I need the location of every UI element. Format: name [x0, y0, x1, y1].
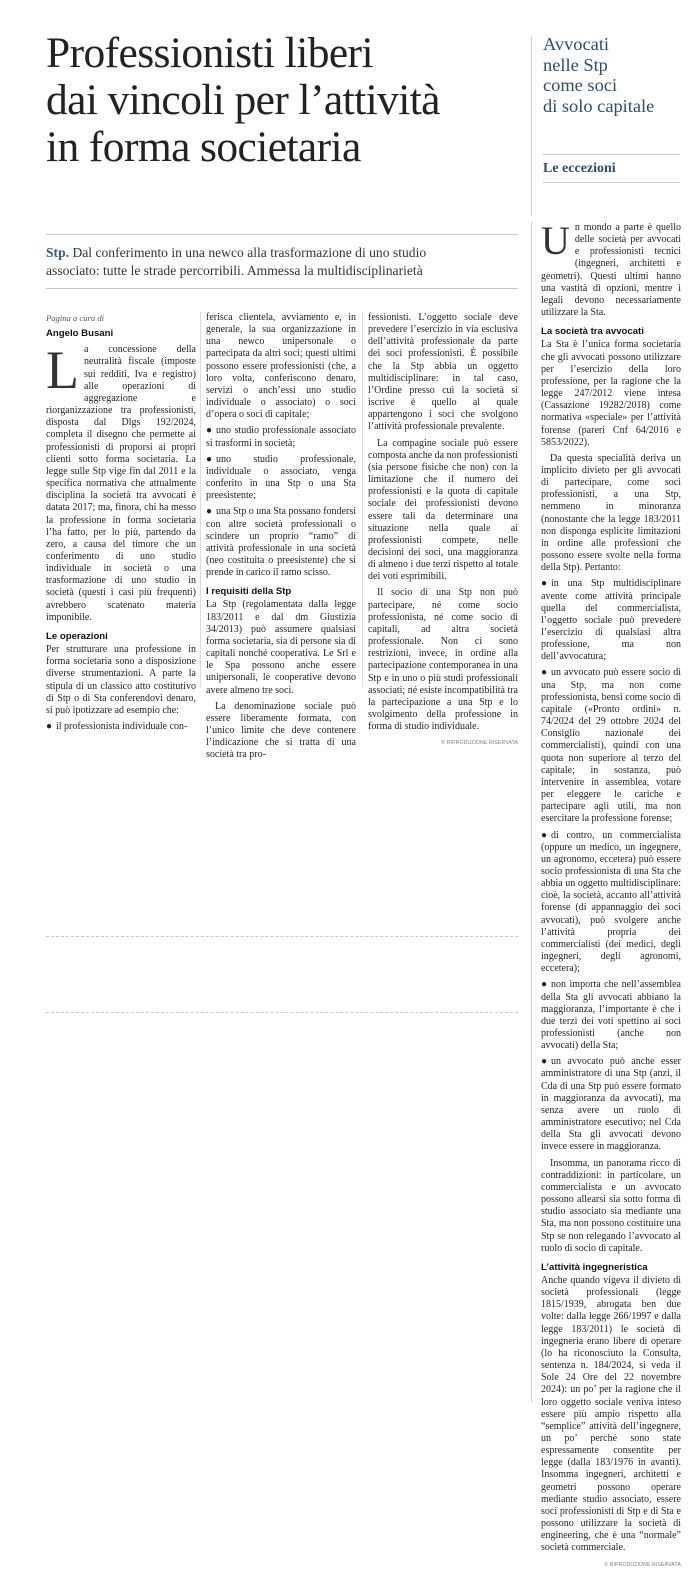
col2-bullet-2: [206, 454, 356, 503]
col4-paragraph-4: Insomma, un panorama ricco di contraddizioni: in particolare, un commercialista e un avvocato possono allearsi sia sotto forma di studio associato sia mediante una Sta, ma non possono costituire una Stp se non relegando l’avvocato al ruolo di socio di capitale.: [541, 1157, 681, 1254]
col3-paragraph-3: Il socio di una Stp non può partecipare, né come socio professionista, né come socio di capitali, ad altra società professionale. Non ci sono restrizioni, invece, in ordine alla partecipazione contemporanea in una Stp e in uno o più studi professionali associati; né esiste incompatibilità tra la partecipazione a una Stp e lo svolgimento della professione in forma di studio individuale.: [368, 587, 518, 733]
col3-paragraph-1: fessionisti. L’oggetto sociale deve prevedere l’esercizio in via esclusiva dell’attività professionale da parte dei soci professionisti. È possibile che la Stp abbia un oggetto multidisciplinare: in tal caso, l’Ordine presso cui la società si iscrive è quello al quale appartengono i soci che svolgono l’attività professionale prevalente.: [368, 312, 518, 433]
subtitle-rule-top: [46, 234, 518, 235]
col4-subheading-2: L’attività ingegneristica: [541, 1261, 648, 1273]
col4-bullet-4-text: non importa che nell’assemblea della Sta gli avvocati abbiano la maggioranza, l’importante è che i due terzi dei voti spettino ai soci professionisti (anche non avvocati) della Sta;: [541, 979, 681, 1052]
col2-bullet-2-text: uno studio professionale, individuale o associato, venga conferito in una Stp o una Sta preesistente;: [206, 453, 356, 502]
subtitle-text-1: Dal conferimento in una newco alla trasformazione di uno studio: [69, 245, 427, 260]
col4-bullet-1: [541, 578, 681, 663]
bullet-icon: ●: [541, 667, 548, 679]
column-3: [368, 312, 518, 749]
col1-p1-text: a concessione della neutralità fiscale (imposte sui redditi, Iva e registro) alle operazioni di aggregazione e riorganizzazione tra professionisti, disposta dal Dlgs 192/2024, completa il disegno che permette ai professionisti di proporsi ai propri clienti sotto forma societaria. La legge sulle Stp vige fin dal 2011 e la specifica normativa che attualmente disciplina la società tra avvocati è datata 2017; ma, finora, chi ha messo la professione in forma societaria l’ha fatto, per lo più, partendo da zero, a causa del timore che un conferimento di uno studio individuale in società o una trasformazione di uno studio in società (questi i casi più frequenti) avrebbero scatenato materia imponibile.: [46, 344, 196, 623]
col4-paragraph-1: [541, 218, 681, 319]
headline: [46, 30, 516, 171]
sidebar-column: [541, 218, 681, 1571]
dropcap: L: [46, 340, 79, 401]
column-separator-2: [362, 312, 363, 687]
headline-line-3: in forma societaria: [46, 123, 361, 171]
copyright-notice: © RIPRODUZIONE RISERVATA: [441, 740, 518, 747]
byline-author: Angelo Busani: [46, 328, 114, 340]
dotted-divider-2: [46, 1012, 518, 1013]
col4-bullet-3: [541, 830, 681, 976]
col2-paragraph-2: La Stp (regolamentata dalla legge 183/2011 e dal dm Giustizia 34/2013) può assumere qualsiasi forma societaria, sia di persone sia di capitali nonché cooperativa. Le Srl e le Spa possono anche essere unipersonali, le cooperative devono avere almeno tre soci.: [206, 599, 356, 696]
sidebar-kicker: Le eccezioni: [543, 161, 616, 176]
byline-curata: Pagina a cura di: [46, 313, 105, 323]
col2-paragraph-3: La denominazione sociale può essere liberamente formata, con l’unico limite che deve contenere l’indicazione che si tratta di una società tra pro-: [206, 700, 356, 761]
sidebar-copyright-notice: © RIPRODUZIONE RISERVATA: [604, 1561, 681, 1568]
sidebar-rule-2: [543, 182, 680, 183]
col2-paragraph-1: ferisca clientela, avviamento e, in generale, la sua organizzazione in una newco unipersonale o partecipata da altri soci; questi ultimi possono essere professionisti (che, a loro volta, conferiscono denaro, servizi o anch’essi uno studio individuale o associato) o soci d’opera o soci di capitale;: [206, 312, 356, 421]
col4-paragraph-2: La Sta è l’unica forma societaria che gli avvocati possono utilizzare per l’esercizio della loro professione, per la ragione che la legge 247/2012 viene intesa (Cassazione 19282/2018) come normativa «speciale» per l’attività forense (pareri Cnf 64/2016 e 5853/2022).: [541, 339, 681, 448]
col2-bullet-3: [206, 506, 356, 579]
bullet-icon: ●: [541, 829, 548, 841]
subtitle-line-2: associato: tutte le strade percorribili. Ammessa la multidisciplinarietà: [46, 263, 423, 278]
bullet-icon: ●: [541, 578, 548, 590]
col1-bullet-1-text: il professionista individuale con-: [56, 721, 188, 732]
sidebar-title: [543, 34, 693, 116]
sidebar-rule: [543, 154, 680, 155]
bullet-icon: ●: [206, 425, 213, 437]
col2-bullet-3-text: una Stp o una Sta possano fondersi con altre società professionali o scindere un proprio “ramo” di attività professionale in una società (neo costituita o preesistente) che si prende in carico il ramo scisso.: [206, 506, 356, 579]
col1-paragraph-2: Per strutturare una professione in forma societaria sono a disposizione diverse strumentazioni. A parte la stipula di un classico atto costitutivo di Stp o di Sta conferendovi denaro, si può ipotizzare ad esempio che:: [46, 644, 196, 716]
sidebar-title-line-1: Avvocati: [543, 34, 610, 54]
col1-subheading: Le operazioni: [46, 630, 108, 642]
sidebar-title-line-3: come soci: [543, 75, 618, 95]
subtitle: [46, 244, 516, 280]
subtitle-rule-bottom: [46, 288, 518, 289]
col4-paragraph-5: Anche quando vigeva il divieto di società professionali (legge 1815/1939, abrogata ben due volte: dalla legge 266/1997 e dalla legge 183/2011) le società di ingegneria erano libere di operare (lo ha riconosciuto la Consulta, sentenza n. 184/2024, si veda il Sole 24 Ore del 22 novembre 2024): un po’ per la ragione che il loro oggetto sociale veniva inteso essere più ampio rispetto alla “semplice” attività dell’ingegnere, un po’ perché sono state espressamente consentite per legge (dalla 183/1976 in avanti). Insomma ingegneri, architetti e geometri possono operare mediante studio associato, essere soci professionisti di Stp e di Sta e possono utilizzare la società di engineering, che è una “normale” società commerciale.: [541, 1274, 681, 1554]
col4-bullet-4: [541, 979, 681, 1052]
bullet-icon: ●: [206, 506, 213, 518]
subtitle-keyword: Stp.: [46, 245, 70, 260]
col4-bullet-5-text: un avvocato può anche esser amministratore di una Stp (anzi, il Cda di una Stp può essere formato in maggioranza da avvocati), ma senza avere un ruolo di amministratore esecutivo; nel Cda della Sta gli avvocati devono invece essere in maggioranza.: [541, 1056, 681, 1153]
sidebar-title-line-2: nelle Stp: [543, 54, 608, 75]
sidebar-dropcap: U: [541, 218, 570, 263]
subtitle-line-1: [46, 244, 516, 262]
column-1: [46, 312, 196, 737]
dotted-divider-1: [46, 936, 518, 937]
bullet-icon: ●: [46, 721, 53, 732]
sidebar-divider: [531, 222, 532, 1402]
col4-bullet-1-text: in una Stp multidisciplinare avente come attività principale quella del commercialista, l’oggetto sociale può prevedere l’esercizio di qualsiasi altra professione, ma non dell’avvocatura;: [541, 578, 681, 663]
col4-bullet-5: [541, 1056, 681, 1153]
headline-line-2: dai vincoli per l’attività: [46, 76, 440, 124]
col4-bullet-2: [541, 667, 681, 825]
col3-paragraph-2: La compagine sociale può essere composta anche da non professionisti (sia persone fisiche che non) con la limitazione che il numero dei professionisti e la quota di capitale sociale dei professionisti devono essere tali da determinare una situazione nella quale ai professionisti compete, nelle decisioni dei soci, una maggioranza di almeno i due terzi rispetto al totale dei voti esprimibili.: [368, 437, 518, 583]
bullet-icon: ●: [541, 1056, 548, 1068]
col2-bullet-1-text: uno studio professionale associato si trasformi in società;: [206, 425, 356, 449]
header-divider: [531, 36, 532, 216]
col2-bullet-1: [206, 425, 356, 449]
sidebar-title-line-4: di solo capitale: [543, 95, 655, 116]
col1-paragraph-1: [46, 340, 196, 624]
col4-subheading-1: La società tra avvocati: [541, 326, 644, 338]
column-separator-1: [200, 312, 201, 687]
bullet-icon: ●: [206, 453, 213, 465]
col4-bullet-2-text: un avvocato può essere socio di una Stp, ma non come professionista, bensì come socio di capitale («Pronto ordini» n. 74/2024 del 29 ottobre 2024 del Consiglio nazionale dei commercialisti), quindi con una quota non superiore al terzo del capitale; in sostanza, può intervenire in assemblea, votare per eleggere le cariche e partecipare agli utili, ma non esercitare la professione forense;: [541, 667, 681, 825]
headline-line-1: Professionisti liberi: [46, 29, 373, 77]
col1-bullet-1: [46, 721, 196, 733]
col2-subheading: I requisiti della Stp: [206, 586, 292, 598]
bullet-icon: ●: [541, 979, 548, 991]
col4-paragraph-3: Da questa specialità deriva un implicito divieto per gli avvocati di partecipare, come soci professionisti, a una Stp, nemmeno in minoranza (nonostante che la legge 183/2011 non disponga esplicite limitazioni in ordine alle professioni che possono essere svolte nella forma della Stp). Pertanto:: [541, 452, 681, 574]
col4-bullet-3-text: di contro, un commercialista (oppure un medico, un ingegnere, un agronomo, eccetera) può essere socio professionista di una Sta che abbia un oggetto multidisciplinare: cioè, la società, accanto all’attività forense (di appannaggio dei soci avvocati), può svolgere anche l’attività propria dei commercialisti (dei medici, degli ingegneri, degli agronomi, eccetera);: [541, 829, 681, 975]
column-2: [206, 312, 356, 765]
col4-p1-text: n mondo a parte è quello delle società per avvocati e professionisti tecnici (ingegneri, architetti e geometri). Questi ultimi hanno una vastità di opzioni, mentre i legali devono necessariamente utilizzare la Sta.: [541, 222, 681, 319]
